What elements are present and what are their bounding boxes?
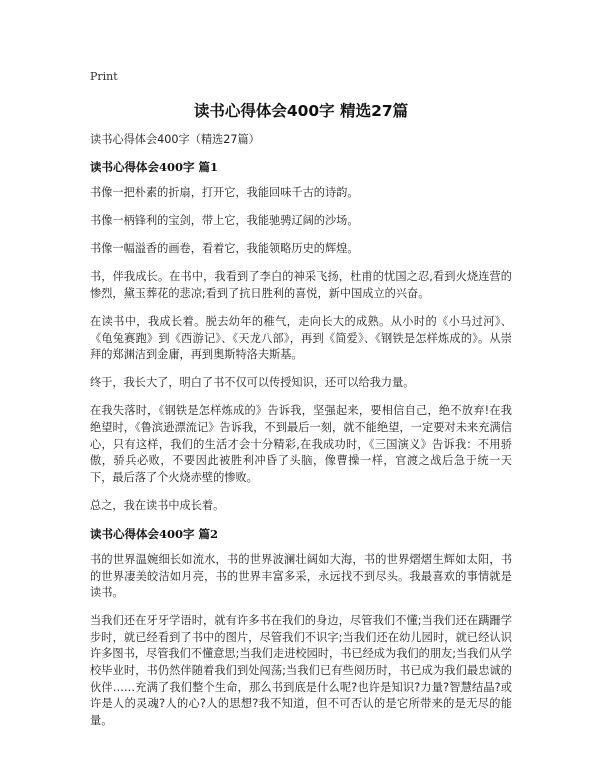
paragraph: 书的世界温婉细长如流水，书的世界波澜壮阔如大海，书的世界熠熠生辉如太阳，书的世界凄美皎洁如月亮，书的世界丰富多采，永远找不到尽头。我最喜欢的事情就是读书。 — [90, 552, 512, 600]
paragraph: 总之，我在读书中成长着。 — [90, 498, 225, 512]
section-2 — [90, 526, 512, 729]
paragraph: 当我们还在牙牙学语时，就有许多书在我们的身边，尽管我们不懂;当我们还在蹒跚学步时，就已经看到了书中的图片，尽管我们不识字;当我们还在幼儿园时，就已经认识许多图书，尽管我们不懂意思;当我们走进校园时，书已经成为我们的朋友;当我们从学校毕业时，书仍然伴随着我们到处闯荡;当我们已有些阅历时，书已成为我们最忠诚的伙伴……充满了我们整个生命，那么书到底是什么呢?也许是知识?力量?智慧结晶?或许是人的灵魂?人的心?人的思想?我不知道，但不可否认的是它所带来的是无尽的能量。 — [90, 614, 512, 727]
print-label: Print — [90, 70, 118, 83]
section-1 — [90, 159, 512, 514]
paragraph: 在读书中，我成长着。脱去幼年的稚气，走向长大的成熟。从小时的《小马过河》、《龟兔赛跑》到《西游记》、《天龙八部》，再到《简爱》、《钢铁是怎样炼成的》。从崇拜的郑渊洁到金庸，再到奥斯特洛夫斯基。 — [90, 314, 512, 362]
section-heading: 读书心得体会400字 篇1 — [90, 160, 219, 174]
paragraph: 书像一柄锋利的宝剑，带上它，我能驰骋辽阔的沙场。 — [90, 214, 359, 228]
section-heading: 读书心得体会400字 篇2 — [90, 526, 219, 541]
paragraph: 在我失落时，《钢铁是怎样炼成的》告诉我，坚强起来，要相信自己，绝不放弃!在我绝望时，《鲁滨逊漂流记》告诉我，不到最后一刻，就不能绝望，一定要对未来充满信心，只有这样，我们的生活才会十分精彩,在我成功时，《三国演义》告诉我：不用骄傲，骄兵必败，不要因此被胜利冲昏了头脑，像曹操一样，官渡之战后急于统一天下，最后落了个火烧赤壁的惨败。 — [90, 404, 512, 484]
paragraph: 书，伴我成长。在书中，我看到了李白的神采飞扬，杜甫的忧国之忍,看到火烧连营的惨烈，黛玉葬花的悲凉;看到了抗日胜利的喜悦，新中国成立的兴奋。 — [90, 270, 512, 300]
paragraph: 书像一把朴素的折扇，打开它，我能回味千古的诗韵。 — [90, 186, 359, 199]
paragraph: 终于，我长大了，明白了书不仅可以传授知识，还可以给我力量。 — [90, 376, 415, 390]
document-title: 读书心得体会400字 精选27篇 — [193, 102, 409, 120]
document-subtitle: 读书心得体会400字（精选27篇） — [90, 133, 260, 146]
paragraph: 书像一幅溢香的画卷，看着它，我能领略历史的辉煌。 — [90, 242, 359, 256]
